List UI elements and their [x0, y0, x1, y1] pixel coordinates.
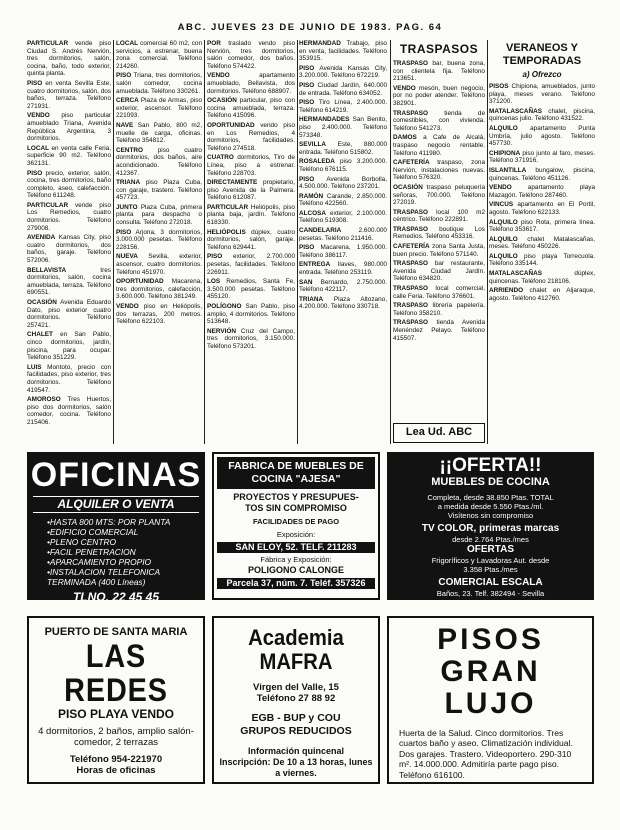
ad-oficinas-subtitle: ALQUILER O VENTA [33, 496, 199, 513]
classified-ad-text: Chipiona, amueblados, junto playa, meses verano. Teléfono 371200. [489, 83, 595, 106]
classified-ad-text: a Cafe de Alcalá, traspaso negocio rentable. Teléfono 411980. [393, 134, 485, 157]
classified-ad-text: Remedios, Santa Fe, 3.500.000 pesetas. Teléfono 455120. [207, 278, 295, 301]
classified-ad-text: 2.600.000 pesetas. Teléfono 211416. [299, 227, 387, 242]
classified-ad [489, 253, 595, 268]
column-divider [113, 40, 114, 444]
classified-ad-keyword: TRASPASO [393, 109, 429, 117]
classified-ad [116, 72, 202, 95]
classified-ad-keyword: MATALASCAÑAS [489, 270, 543, 278]
classified-ad-keyword: LOS [207, 278, 221, 286]
ad-ajesa-line: Exposición: [276, 530, 316, 539]
classified-ad-text: traslado vendo piso Nervión, tres dormitorios, salón comedor, dos baños. Teléfono 574422. [207, 40, 295, 70]
ad-pisos-subtitle: GRAN LUJO [440, 655, 541, 720]
classified-ad-text: zona Santa Justa, buen precio. Teléfono 571140. [393, 243, 485, 258]
classified-ad-text: San Pablo, piso amplio, 4 dormitorios. Teléfono 513648. [207, 303, 295, 326]
classified-ad-text: Macarena, tres dormitorios, calefacción, 3.600.000. Teléfono 381249. [116, 278, 202, 301]
ad-oferta-line: Frigoríficos y Lavadoras Aut. desde [431, 556, 550, 565]
classified-ad-text: tienda Avenida Menéndez Pelayo. Teléfono 415507. [393, 319, 485, 342]
classified-ad-text: vendo piso en Los Remedios, 4 dormitorios, facilidades. Teléfono 274518. [207, 121, 295, 152]
classified-ad [299, 65, 387, 80]
classified-ad-keyword: MATALASCAÑAS [489, 107, 543, 115]
classified-ad-keyword: PISO [27, 79, 43, 87]
classified-ad-keyword: PISO [299, 99, 315, 107]
classified-ad [116, 303, 202, 326]
classified-ad-keyword: AVENIDA [27, 234, 56, 242]
ad-redes-description: 4 dormitorios, 2 baños, amplio salón-comedor, 2 terrazas [38, 726, 194, 748]
classified-ad-keyword: VINCUS [489, 201, 514, 209]
classified-ad [299, 99, 387, 114]
classified-ad-keyword: VENDO [27, 112, 50, 120]
ad-ajesa [212, 452, 380, 600]
classified-ad-keyword: HERMANDAD [299, 40, 341, 47]
classified-ad [393, 260, 485, 283]
classified-ad [299, 227, 387, 242]
classified-ad-keyword: TRIANA [299, 295, 324, 303]
classified-ad-text: vende piso Ciudad S. Andrés Nervión, tres dormitorios, salón, cocina, baño, todo exterior, quinta planta. [27, 40, 111, 78]
classified-ad [27, 396, 111, 426]
ad-redes-title: LAS REDES [64, 638, 168, 708]
classified-ad [207, 253, 295, 276]
classified-ad-keyword: DIRECTAMENTE [207, 179, 258, 187]
classified-ad-text: piso cuatro dormitorios, dos baños, aire acondicionado. Teléfono 412367. [116, 146, 202, 177]
classified-ad [27, 112, 111, 142]
column-divider [390, 40, 391, 444]
classified-ad-text: Sevilla, exterior, ascensor, cuatro dormitorios. Teléfono 451970. [116, 253, 202, 276]
classified-ad-keyword: PISO [299, 64, 315, 72]
ad-oferta-line: OFERTAS [466, 544, 515, 555]
ad-oferta-title: ¡¡OFERTA!! [439, 455, 542, 476]
classified-ad-text: Carande, 2.850.000. Teléfono 422560. [299, 192, 387, 208]
classified-ad-text: chalet Matalascañas, meses. Teléfono 450226. [489, 235, 595, 251]
classified-ad [393, 60, 485, 83]
classified-ad-text: traspaso peluquería señoras, 700.000. Teléfono 272019. [393, 183, 485, 207]
classified-ad [207, 179, 295, 202]
classified-ad [27, 331, 111, 361]
column-divider [487, 40, 488, 444]
ad-mafra-phone: Teléfono 27 88 92 [256, 693, 336, 704]
classified-ad-text: local comercial, calle Feria. Teléfono 376601. [393, 285, 485, 300]
classified-ad [27, 170, 111, 200]
classified-ad-text: boutique Los Remedios. Teléfono 453316. [393, 225, 485, 241]
classified-ad [207, 154, 295, 177]
classified-ad-text: Plaza Altozano, 4.200.000. Teléfono 330718. [299, 295, 387, 311]
page-header: ABC. JUEVES 23 DE JUNIO DE 1983. PAG. 64 [177, 22, 443, 33]
ad-ajesa-line: POLIGONO CALONGE [247, 565, 344, 575]
ad-ajesa-line: TOS SIN COMPROMISO [245, 503, 347, 513]
classified-ad [489, 270, 595, 285]
classified-ad-keyword: ENTREGA [299, 261, 331, 269]
ad-ajesa-address: Parcela 37, núm. 7. Teléf. 357326 [217, 578, 375, 589]
classified-ad-keyword: ISLANTILLA [489, 166, 527, 174]
classified-ad [393, 319, 485, 342]
classified-ad-text: Avenida Borbolla, 4.500.000. Teléfono 237201. [299, 175, 387, 191]
classified-ad-keyword: LOCAL [27, 144, 50, 152]
classified-ad-text: Bernardo, 2.750.000. Teléfono 422117. [299, 278, 387, 294]
classified-ad [489, 83, 595, 106]
classified-ad [207, 278, 295, 301]
classified-ad [27, 234, 111, 264]
classified-ad-keyword: ALCOSA [299, 209, 326, 217]
classified-ad-keyword: VENDO [207, 72, 230, 80]
feature-item: TERMINADA (400 Líneas) [47, 577, 146, 587]
classified-ad-text: piso junto al faro, meses. Teléfono 371916. [489, 149, 595, 165]
lea-abc-box: Lea Ud. ABC [393, 423, 485, 443]
classified-ad-text: tienda de comestibles, con vivienda. Teléfono 541273. [393, 109, 485, 132]
classified-ad-text: Trabajo, piso en venta, facilidades. Teléfono 353915. [299, 40, 387, 63]
classified-ad-keyword: PISOS [489, 83, 509, 90]
classified-ad [489, 201, 595, 216]
classified-ad-keyword: TRASPASO [393, 60, 429, 67]
classified-ad-keyword: VENDO [393, 84, 416, 92]
feature-item: •HASTA 800 MTS: POR PLANTA [47, 517, 171, 527]
classified-ad-keyword: BELLAVISTA [27, 266, 67, 274]
classified-ad [207, 229, 295, 252]
classified-ad-keyword: OPORTUNIDAD [116, 278, 164, 286]
classified-ad-text: exterior, 2.700.000 pesetas, facilidades. Teléfono 226911. [207, 253, 295, 276]
ad-redes-hours: Horas de oficinas [76, 765, 156, 776]
classified-ad [299, 176, 387, 191]
classified-ad-text: particular, piso con cocina amueblada, terraza. Teléfono 415096. [207, 97, 295, 120]
classified-ad-keyword: PISO [116, 72, 132, 80]
ad-oficinas-phone: TLNO. 22 45 45 [72, 590, 160, 600]
classified-ad-keyword: HERMANDADES [299, 116, 350, 124]
ad-academia-mafra [212, 616, 380, 784]
ad-mafra-title: Academia MAFRA [248, 625, 344, 674]
classified-ad-keyword: OCASIÓN [27, 299, 57, 306]
classified-ad-text: Kansas City, piso cuatro dormitorios, dos baños, garaje. Teléfono 572006. [27, 234, 111, 265]
classified-ad-keyword: AMOROSO [27, 396, 61, 404]
classified-ad-text: Avenida Kansas City, 3.200.000. Teléfono 672219. [299, 64, 387, 80]
classified-ad-text: Plaza Cuba, primera planta para despacho o consulta. Teléfono 272018. [116, 203, 202, 227]
classified-ad [27, 80, 111, 110]
classified-ad-keyword: CAFETERÍA [393, 159, 430, 167]
classified-ad-text: propietario, piso Avenida de la Palmera. Teléfono 612087. [207, 179, 295, 202]
classified-ad [489, 108, 595, 123]
classified-ad-keyword: OPORTUNIDAD [207, 121, 255, 129]
classified-ad-keyword: ALQUILO [489, 218, 518, 226]
ad-oficinas-title: OFICINAS [30, 456, 202, 494]
classified-ad-keyword: CHALET [27, 331, 53, 339]
classified-ad-text: en venta calle Feria, superficie 90 m2. Teléfono 362131. [27, 144, 111, 167]
classified-ad [116, 204, 202, 227]
classified-ad-keyword: LOCAL [116, 40, 139, 47]
classified-ad-keyword: PARTICULAR [27, 201, 69, 209]
ad-mafra-levels: EGB - BUP y COU [251, 712, 341, 724]
ad-ajesa-line: FACILIDADES DE PAGO [252, 517, 340, 526]
classified-ad-text: comercial 60 m2, con servicios, a estrenar, buena zona comercial. Teléfono 214260. [116, 40, 202, 70]
classified-ad [299, 244, 387, 259]
veraneos-heading: VERANEOS Y TEMPORADAS [502, 42, 582, 67]
classified-ad-text: tres dormitorios, salón, cocina amueblada, terraza. Teléfono 690551. [27, 266, 111, 297]
classified-ad-text: local 100 m2 céntrico. Teléfono 222891. [393, 208, 485, 224]
classified-ad-keyword: JUNTO [116, 203, 138, 211]
classified-ad [299, 261, 387, 276]
classified-ad-text: traspaso, zona Nervión, instalaciones nuevas. Teléfono 576320. [393, 159, 485, 182]
classified-ad-keyword: CAFETERÍA [393, 243, 430, 251]
classified-ad [393, 302, 485, 317]
classified-ad-keyword: ALQUILO [489, 252, 518, 260]
classified-ad-text: apartamento en El Portil, agosto. Teléfono 622133. [489, 201, 595, 216]
classified-ad-text: piso 3.200.000. Teléfono 676115. [299, 158, 387, 173]
classified-ad-keyword: TRASPASO [393, 260, 429, 268]
classified-ad [207, 40, 295, 70]
classified-ad-keyword: CUATRO [207, 154, 234, 162]
classified-ad [116, 147, 202, 177]
feature-item: •APARCAMIENTO PROPIO [47, 557, 152, 567]
classified-ad-text: Tiro Línea, 2.400.000. Teléfono 614219. [299, 99, 387, 114]
column-divider [297, 40, 298, 444]
ad-las-redes [27, 616, 205, 784]
classified-ad-text: San Pablo, 800 m2, muelle de carga, oficinas. Teléfono 354812. [116, 121, 202, 145]
classified-ad-keyword: PISO [299, 175, 315, 183]
classified-ad [393, 134, 485, 157]
classified-ad [207, 328, 295, 351]
classified-ad-text: en San Pablo, cinco dormitorios, jardín, piscina, para ocupar. Teléfono 351229. [27, 331, 111, 362]
classified-ad-keyword: TRASPASO [393, 225, 429, 233]
classified-ad [393, 159, 485, 182]
classified-ad-text: Triana, tres dormitorios, salón comedor, cocina amueblada. Teléfono 330261. [116, 72, 202, 95]
ad-oferta-line: TV COLOR, primeras marcas [421, 523, 560, 534]
classified-ad-text: Arjona, 3 dormitorios, 3.000.000 pesetas. Teléfono 228156. [116, 228, 202, 251]
classified-ad-text: Plaza de Armas, piso exterior, ascensor. Teléfono 221093. [116, 97, 202, 120]
classified-ad-text: bungalow, piscina, quincenas. Teléfono 451126. [489, 166, 595, 182]
ad-redes-subtitle: PISO PLAYA VENDO [57, 707, 175, 721]
classified-ad-text: Montoto, precio con facilidades, piso exterior, tres dormitorios. Teléfono 419547. [27, 363, 111, 394]
ad-oferta-subtitle: MUEBLES DE COCINA [431, 476, 550, 488]
classified-ad-text: piso Rota, primera línea. Teléfono 353617. [489, 218, 595, 234]
classified-ad-keyword: TRASPASO [393, 302, 429, 310]
column-divider [204, 40, 205, 444]
classified-ad [299, 141, 387, 156]
classified-ad-keyword: ALQUILO [489, 235, 518, 243]
classified-ad-text: apartamento Punta Umbría, julio agosto. Teléfono 457730. [489, 124, 595, 148]
classifieds-column-1 [27, 40, 111, 440]
classified-ad [207, 204, 295, 227]
classified-ad [207, 72, 295, 95]
classified-ad-keyword: TRASPASO [393, 208, 429, 216]
classified-ad-text: dúplex, cuatro dormitorios, salón, garaje. Teléfono 629441. [207, 228, 295, 251]
classified-ad-keyword: POLÍGONO [207, 303, 242, 310]
classified-ad-keyword: CANDELARIA [299, 227, 342, 235]
ad-ajesa-heading: FABRICA DE MUEBLES DE COCINA "AJESA" [217, 457, 375, 489]
classified-ad-text: en venta Sevilla Este, cuatro dormitorios, salón, dos baños, terraza. Teléfono 271931. [27, 79, 111, 110]
classified-ad-keyword: NAVE [116, 121, 134, 129]
ad-ajesa-line: PROYECTOS Y PRESUPUES- [233, 492, 359, 502]
classified-ad-text: Macarena, 1.950.000. Teléfono 386117. [299, 244, 387, 259]
classified-ad-text: Este, 880.000 entrada. Teléfono 515802. [299, 141, 387, 156]
classified-ad-keyword: ARRIENDO [489, 287, 524, 295]
ad-pisos-description: Huerta de la Salud. Cinco dormitorios. Tres cuartos baño y aseo. Climatización individual. Dos garajes. Trastero. Videoportero. 290-310 m². 14.000.000. Admitiría parte pago piso. Teléfono 616100. [399, 728, 573, 780]
classified-ad-text: librería papelería. Teléfono 358210. [393, 302, 485, 317]
classified-ad-text: piso playa Torrecuola. Teléfono 335144. [489, 252, 595, 268]
classified-ad [393, 184, 485, 207]
classified-ad [393, 285, 485, 300]
classified-ad-keyword: ALQUILO [489, 124, 518, 132]
classified-ad [27, 299, 111, 329]
feature-item: •INSTALACION TELEFONICA [47, 567, 161, 577]
veraneos-subheading: a) Ofrezco [522, 70, 562, 79]
ad-oferta-line: Baños, 23. Telf. 382494 - Sevilla [436, 589, 545, 598]
classified-ad [27, 364, 111, 394]
feature-item: •EDIFICIO COMERCIAL [47, 527, 139, 537]
classified-ad-text: apartamento amueblado, Bellavista, dos dormitorios. Teléfono 688907. [207, 72, 295, 95]
classified-ad-text: piso en Heliópolis, dos terrazas, 200 metros. Teléfono 622103. [116, 303, 202, 326]
classified-ad-keyword: SEVILLA [299, 141, 326, 149]
ad-pisos-gran-lujo [387, 616, 594, 784]
classified-ad-text: piso Plaza Cuba, con garaje, trastero. Teléfono 457723. [116, 179, 202, 202]
classified-ad [299, 296, 387, 311]
classified-ad [299, 82, 387, 97]
classified-ad-text: apartamento playa Mazagón. Teléfono 287460. [489, 184, 595, 199]
classified-ad-keyword: NUEVA [116, 253, 138, 261]
classified-ad-keyword: CENTRO [116, 146, 143, 154]
classified-ad-keyword: OCASIÓN [393, 183, 423, 191]
classified-ad [489, 167, 595, 182]
ad-redes-phone: Teléfono 954-221970 [69, 754, 163, 765]
ad-mafra-groups: GRUPOS REDUCIDOS [240, 725, 352, 737]
classified-ad-keyword: SAN [299, 278, 313, 286]
classified-ad-text: Heliópolis, piso planta baja, jardín. Teléfono 618330. [207, 203, 295, 227]
classified-ad [116, 229, 202, 252]
classified-ad [116, 253, 202, 276]
traspasos-column [393, 40, 485, 420]
classified-ad-text: Tres Huertos, piso dos dormitorios, salón comedor, cocina. Teléfono 215406. [27, 396, 111, 426]
classified-ad-text: exterior, 2.100.000. Teléfono 519308. [299, 209, 387, 225]
classified-ad-keyword: TRASPASO [393, 285, 429, 293]
classified-ad [299, 193, 387, 208]
classified-ad-keyword: TRIANA [116, 179, 141, 187]
classified-ad-text: bar restaurante, Avenida Ciudad Jardín. Teléfono 634820. [393, 260, 485, 283]
ad-oferta-line: desde 2.764 Ptas./mes [452, 535, 529, 544]
classified-ad-text: llaves, 980.000 entrada. Teléfono 253119. [299, 261, 387, 277]
classified-ad-text: vende piso Los Remedios, cuatro dormitorios. Teléfono 279008. [27, 201, 111, 232]
ad-oficinas-features [27, 517, 205, 587]
classified-ad-keyword: NERVIÓN [207, 327, 237, 335]
classified-ad-keyword: PARTICULAR [207, 203, 249, 211]
ad-mafra-info: a viernes. [275, 768, 317, 778]
classified-ad-text: dormitorios, Tiro de Línea, piso a estrenar. Teléfono 228703. [207, 154, 295, 177]
feature-item: •PLENO CENTRO [47, 537, 117, 547]
ad-redes-location: PUERTO DE SANTA MARIA [44, 626, 188, 638]
classified-ad [299, 116, 387, 139]
classified-ad-keyword: RAMÓN [299, 192, 324, 200]
classified-ad [393, 110, 485, 133]
classified-ad-keyword: POR [207, 40, 221, 47]
classified-ad [489, 287, 595, 302]
ad-oferta-line: COMERCIAL ESCALA [438, 577, 543, 588]
classified-ad [489, 219, 595, 234]
classified-ad-keyword: ROSALEDA [299, 158, 335, 166]
classified-ad [299, 158, 387, 173]
ad-mafra-info: Inscripción: De 10 a 13 horas, lunes [219, 757, 373, 767]
classified-ad [299, 210, 387, 225]
classified-ad-text: Cruz del Campo, tres dormitorios, 3.150.000. Teléfono 573201. [207, 327, 295, 350]
classified-ad [393, 85, 485, 108]
ad-oferta [387, 452, 594, 600]
classified-ad-keyword: PISO [27, 169, 43, 177]
classified-ad-keyword: LUIS [27, 363, 42, 371]
classified-ad-text: dúplex, quincenas. Teléfono 218106. [489, 270, 595, 285]
classified-ad-keyword: PARTICULAR [27, 40, 69, 47]
feature-item: •FACIL PENETRACION [47, 547, 136, 557]
classified-ad-keyword: VENDO [116, 303, 139, 310]
classified-ad-keyword: PISO [299, 244, 315, 252]
classified-ad [489, 125, 595, 148]
classified-ad [393, 243, 485, 258]
classified-ad [393, 209, 485, 224]
ad-oferta-line: 3.358 Ptas./mes [463, 565, 518, 574]
classified-ad-text: chalet en Aljaraque, agosto. Teléfono 412760. [489, 287, 595, 302]
classified-ad [299, 40, 387, 63]
ad-oficinas [27, 452, 205, 600]
classified-ad [299, 279, 387, 294]
classified-ad [489, 184, 595, 199]
classified-ad [27, 40, 111, 78]
classifieds-column-4 [299, 40, 387, 440]
classified-ad [116, 278, 202, 301]
veraneos-column [489, 40, 595, 440]
classified-ad [393, 226, 485, 241]
ad-mafra-address: Virgen del Valle, 15 [253, 682, 339, 693]
ad-mafra-info: Información quincenal [247, 746, 344, 756]
classified-ad [207, 122, 295, 152]
ad-ajesa-address: SAN ELOY, 52. TELF. 211283 [217, 542, 375, 553]
classified-ad-keyword: PISO [116, 228, 132, 236]
classified-ad-keyword: TRASPASO [393, 319, 429, 327]
ad-oferta-line: Completa, desde 38.850 Ptas. TOTAL [427, 493, 554, 502]
classified-ad-text: chalet, piscina, quincenas julio. Teléfono 431522. [489, 107, 595, 123]
classified-ad-keyword: CERCA [116, 97, 139, 105]
classified-ad [116, 122, 202, 145]
classified-ad [207, 97, 295, 120]
classified-ad-text: mesón, buen negocio, por no poder atender. Teléfono 382901. [393, 84, 485, 107]
ad-oferta-line: Visítenos sin compromiso [447, 511, 534, 520]
classified-ad-text: precio, exterior, salón, cocina, tres dormitorios, baño completo, aseo, calefacción. Teléfono 611248. [27, 169, 111, 200]
ad-ajesa-line: Fábrica y Exposición: [260, 555, 332, 564]
classified-ad [207, 303, 295, 326]
classified-ad-keyword: OCASIÓN [207, 97, 237, 105]
classified-ad [27, 202, 111, 232]
classified-ad-text: bar, buena zona, con clientela fija. Teléfono 213651. [393, 60, 485, 83]
traspasos-heading: TRASPASOS [399, 42, 479, 56]
classified-ad-keyword: PISO [207, 253, 223, 261]
classified-ad-keyword: PISO [299, 81, 315, 89]
classified-ad-keyword: CHIPIONA [489, 149, 521, 157]
classified-ad [27, 267, 111, 297]
classified-ad-text: Avenida Eduardo Dato, piso exterior cuatro dormitorios. Teléfono 257421. [27, 299, 111, 329]
classified-ad [116, 179, 202, 202]
classified-ad-text: San Benito, piso 2.400.000. Teléfono 573348. [299, 116, 387, 139]
classified-ad [489, 236, 595, 251]
classified-ad-text: Ciudad Jardín, 640.000 de entrada. Teléfono 634052. [299, 81, 387, 97]
classified-ad-keyword: HELIÓPOLIS [207, 228, 246, 236]
classified-ad-keyword: DAMOS [393, 134, 417, 142]
classified-ad [489, 150, 595, 165]
classifieds-column-3 [207, 40, 295, 440]
ad-pisos-title: PISOS [437, 623, 544, 656]
ad-oferta-line: a medida desde 5.550 Ptas./ml. [437, 502, 544, 511]
classified-ad-keyword: VENDO [489, 184, 512, 192]
classified-ad [116, 97, 202, 120]
classified-ad-text: piso particular amueblado Triana, Avenida República Argentina, 3 dormitorios. [27, 112, 111, 143]
classifieds-column-2 [116, 40, 202, 440]
classified-ad [27, 145, 111, 168]
classified-ad [116, 40, 202, 70]
